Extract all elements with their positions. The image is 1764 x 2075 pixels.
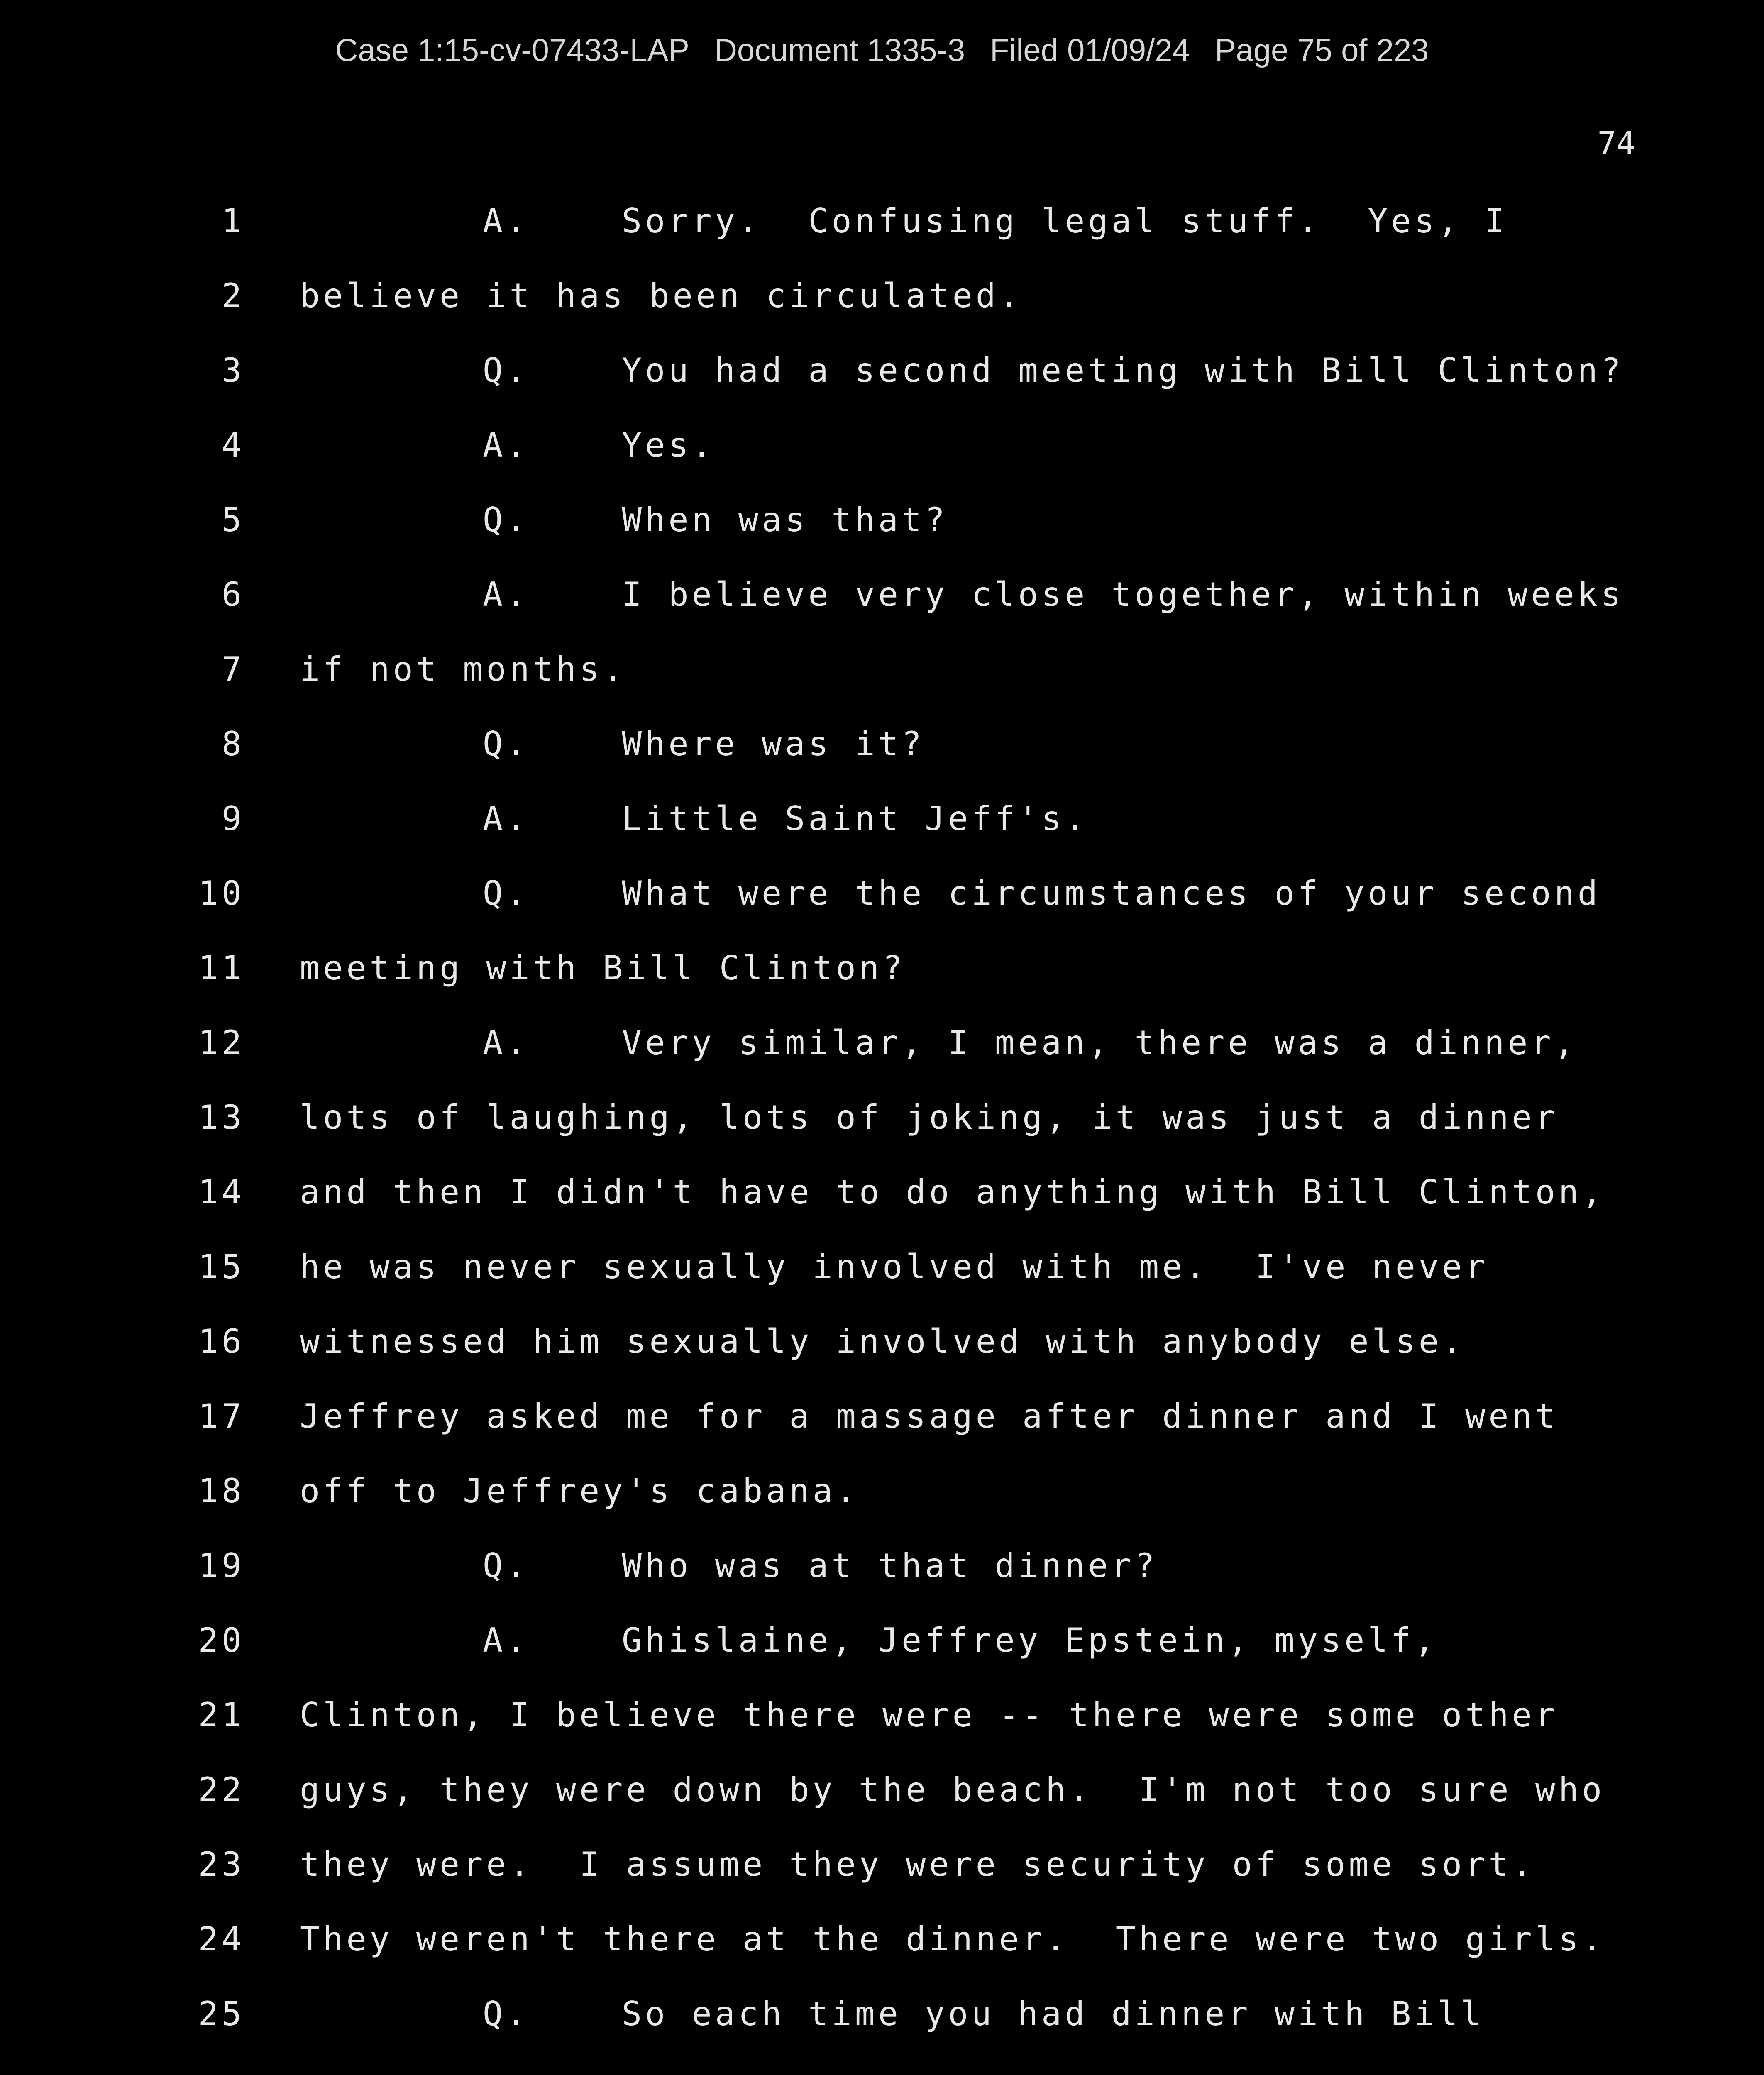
case-header [0,32,1764,68]
line-number: 20 [198,1621,245,1660]
speaker-label: Q. [483,874,530,913]
line-content: So each time you had dinner with Bill [622,1994,1485,2033]
line-content: Very similar, I mean, there was a dinner, [622,1023,1578,1062]
line-content: Who was at that dinner? [622,1546,1158,1585]
line-content: Ghislaine, Jeffrey Epstein, myself, [622,1621,1438,1660]
transcript-page-number: 74 [1597,124,1635,161]
speaker-label: Q. [483,351,530,390]
line-number: 9 [221,799,245,838]
speaker-label: Q. [483,725,530,763]
transcript-line [0,1013,1764,1088]
line-content: believe it has been circulated. [300,276,1023,315]
line-text [483,500,948,539]
line-number: 22 [198,1770,245,1809]
transcript-line [0,789,1764,864]
line-content: Yes. [622,426,715,464]
line-text [483,725,925,763]
line-text [300,276,1022,315]
line-content: Little Saint Jeff's. [622,799,1088,838]
line-number: 13 [198,1098,245,1137]
speaker-label: Q. [483,1994,530,2033]
line-text [483,1546,1158,1585]
line-number: 24 [198,1920,245,1958]
line-text [300,1770,1605,1809]
line-content: When was that? [622,500,948,539]
line-content: if not months. [300,650,626,688]
transcript-line [0,864,1764,939]
speaker-label: Q. [483,1546,530,1585]
transcript-line [0,1686,1764,1760]
line-content: Clinton, I believe there were -- there were some other [300,1696,1559,1734]
line-number: 3 [221,351,245,390]
line-text [483,1023,1578,1062]
line-text [300,1397,1559,1435]
line-number: 8 [221,725,245,763]
filed-date: Filed 01/09/24 [990,33,1190,68]
transcript-line [0,1760,1764,1835]
transcript-line [0,715,1764,789]
line-text [300,1322,1465,1361]
transcript-line [0,1910,1764,1985]
line-number: 17 [198,1397,245,1435]
transcript-line [0,565,1764,640]
line-content: What were the circumstances of your second [622,874,1601,913]
line-number: 2 [221,276,245,315]
line-content: off to Jeffrey's cabana. [300,1472,859,1510]
transcript-line [0,640,1764,715]
line-content: Sorry. Confusing legal stuff. Yes, I [622,202,1508,240]
speaker-label: A. [483,202,530,240]
line-number: 23 [198,1845,245,1884]
transcript-line [0,1462,1764,1536]
line-number: 14 [198,1173,245,1211]
line-number: 15 [198,1247,245,1286]
line-content: and then I didn't have to do anything with Bill Clinton, [300,1173,1605,1211]
case-number: Case 1:15-cv-07433-LAP [335,33,689,68]
transcript-line [0,1163,1764,1238]
line-content: meeting with Bill Clinton? [300,949,906,987]
speaker-label: A. [483,1023,530,1062]
speaker-label: A. [483,799,530,838]
transcript-line [0,1312,1764,1387]
line-number: 10 [198,874,245,913]
line-text [300,1920,1605,1958]
transcript-line [0,491,1764,565]
transcript-line [0,192,1764,266]
line-number: 6 [221,575,245,614]
speaker-label: Q. [483,500,530,539]
speaker-label: A. [483,426,530,464]
line-number: 21 [198,1696,245,1734]
line-text [483,351,1624,390]
transcript-line [0,1985,1764,2059]
line-content: they were. I assume they were security of some sort. [300,1845,1535,1884]
transcript-line [0,1238,1764,1312]
line-text [300,1098,1559,1137]
line-content: Where was it? [622,725,925,763]
line-number: 25 [198,1994,245,2033]
line-content: lots of laughing, lots of joking, it was just a dinner [300,1098,1559,1137]
line-number: 18 [198,1472,245,1510]
line-content: You had a second meeting with Bill Clinton? [622,351,1625,390]
speaker-label: A. [483,575,530,614]
line-text [300,949,906,987]
transcript-body [0,192,1764,2059]
line-text [483,202,1507,240]
line-text [483,874,1601,913]
line-content: They weren't there at the dinner. There were two girls. [300,1920,1605,1958]
line-text [483,426,715,464]
transcript-line [0,416,1764,491]
line-number: 4 [221,426,245,464]
line-content: Jeffrey asked me for a massage after dinner and I went [300,1397,1559,1435]
line-text [300,1472,859,1510]
line-content: he was never sexually involved with me. I've never [300,1247,1489,1286]
transcript-line [0,1387,1764,1462]
line-content: I believe very close together, within weeks [622,575,1625,614]
transcript-line [0,939,1764,1013]
line-text [483,1994,1484,2033]
line-number: 12 [198,1023,245,1062]
document-number: Document 1335-3 [714,33,965,68]
line-text [300,1696,1559,1734]
line-text [300,1173,1605,1211]
line-text [483,575,1624,614]
line-number: 5 [221,500,245,539]
page-count: Page 75 of 223 [1214,33,1429,68]
line-number: 16 [198,1322,245,1361]
line-text [300,650,626,688]
transcript-line [0,1088,1764,1163]
line-text [483,1621,1438,1660]
line-number: 11 [198,949,245,987]
transcript-line [0,341,1764,416]
line-text [483,799,1088,838]
transcript-line [0,1611,1764,1686]
transcript-line [0,1536,1764,1611]
speaker-label: A. [483,1621,530,1660]
line-content: witnessed him sexually involved with anybody else. [300,1322,1466,1361]
line-text [300,1247,1488,1286]
transcript-line [0,1835,1764,1910]
line-number: 19 [198,1546,245,1585]
line-content: guys, they were down by the beach. I'm not too sure who [300,1770,1605,1809]
line-number: 1 [221,202,245,240]
line-number: 7 [221,650,245,688]
line-text [300,1845,1535,1884]
transcript-line [0,266,1764,341]
